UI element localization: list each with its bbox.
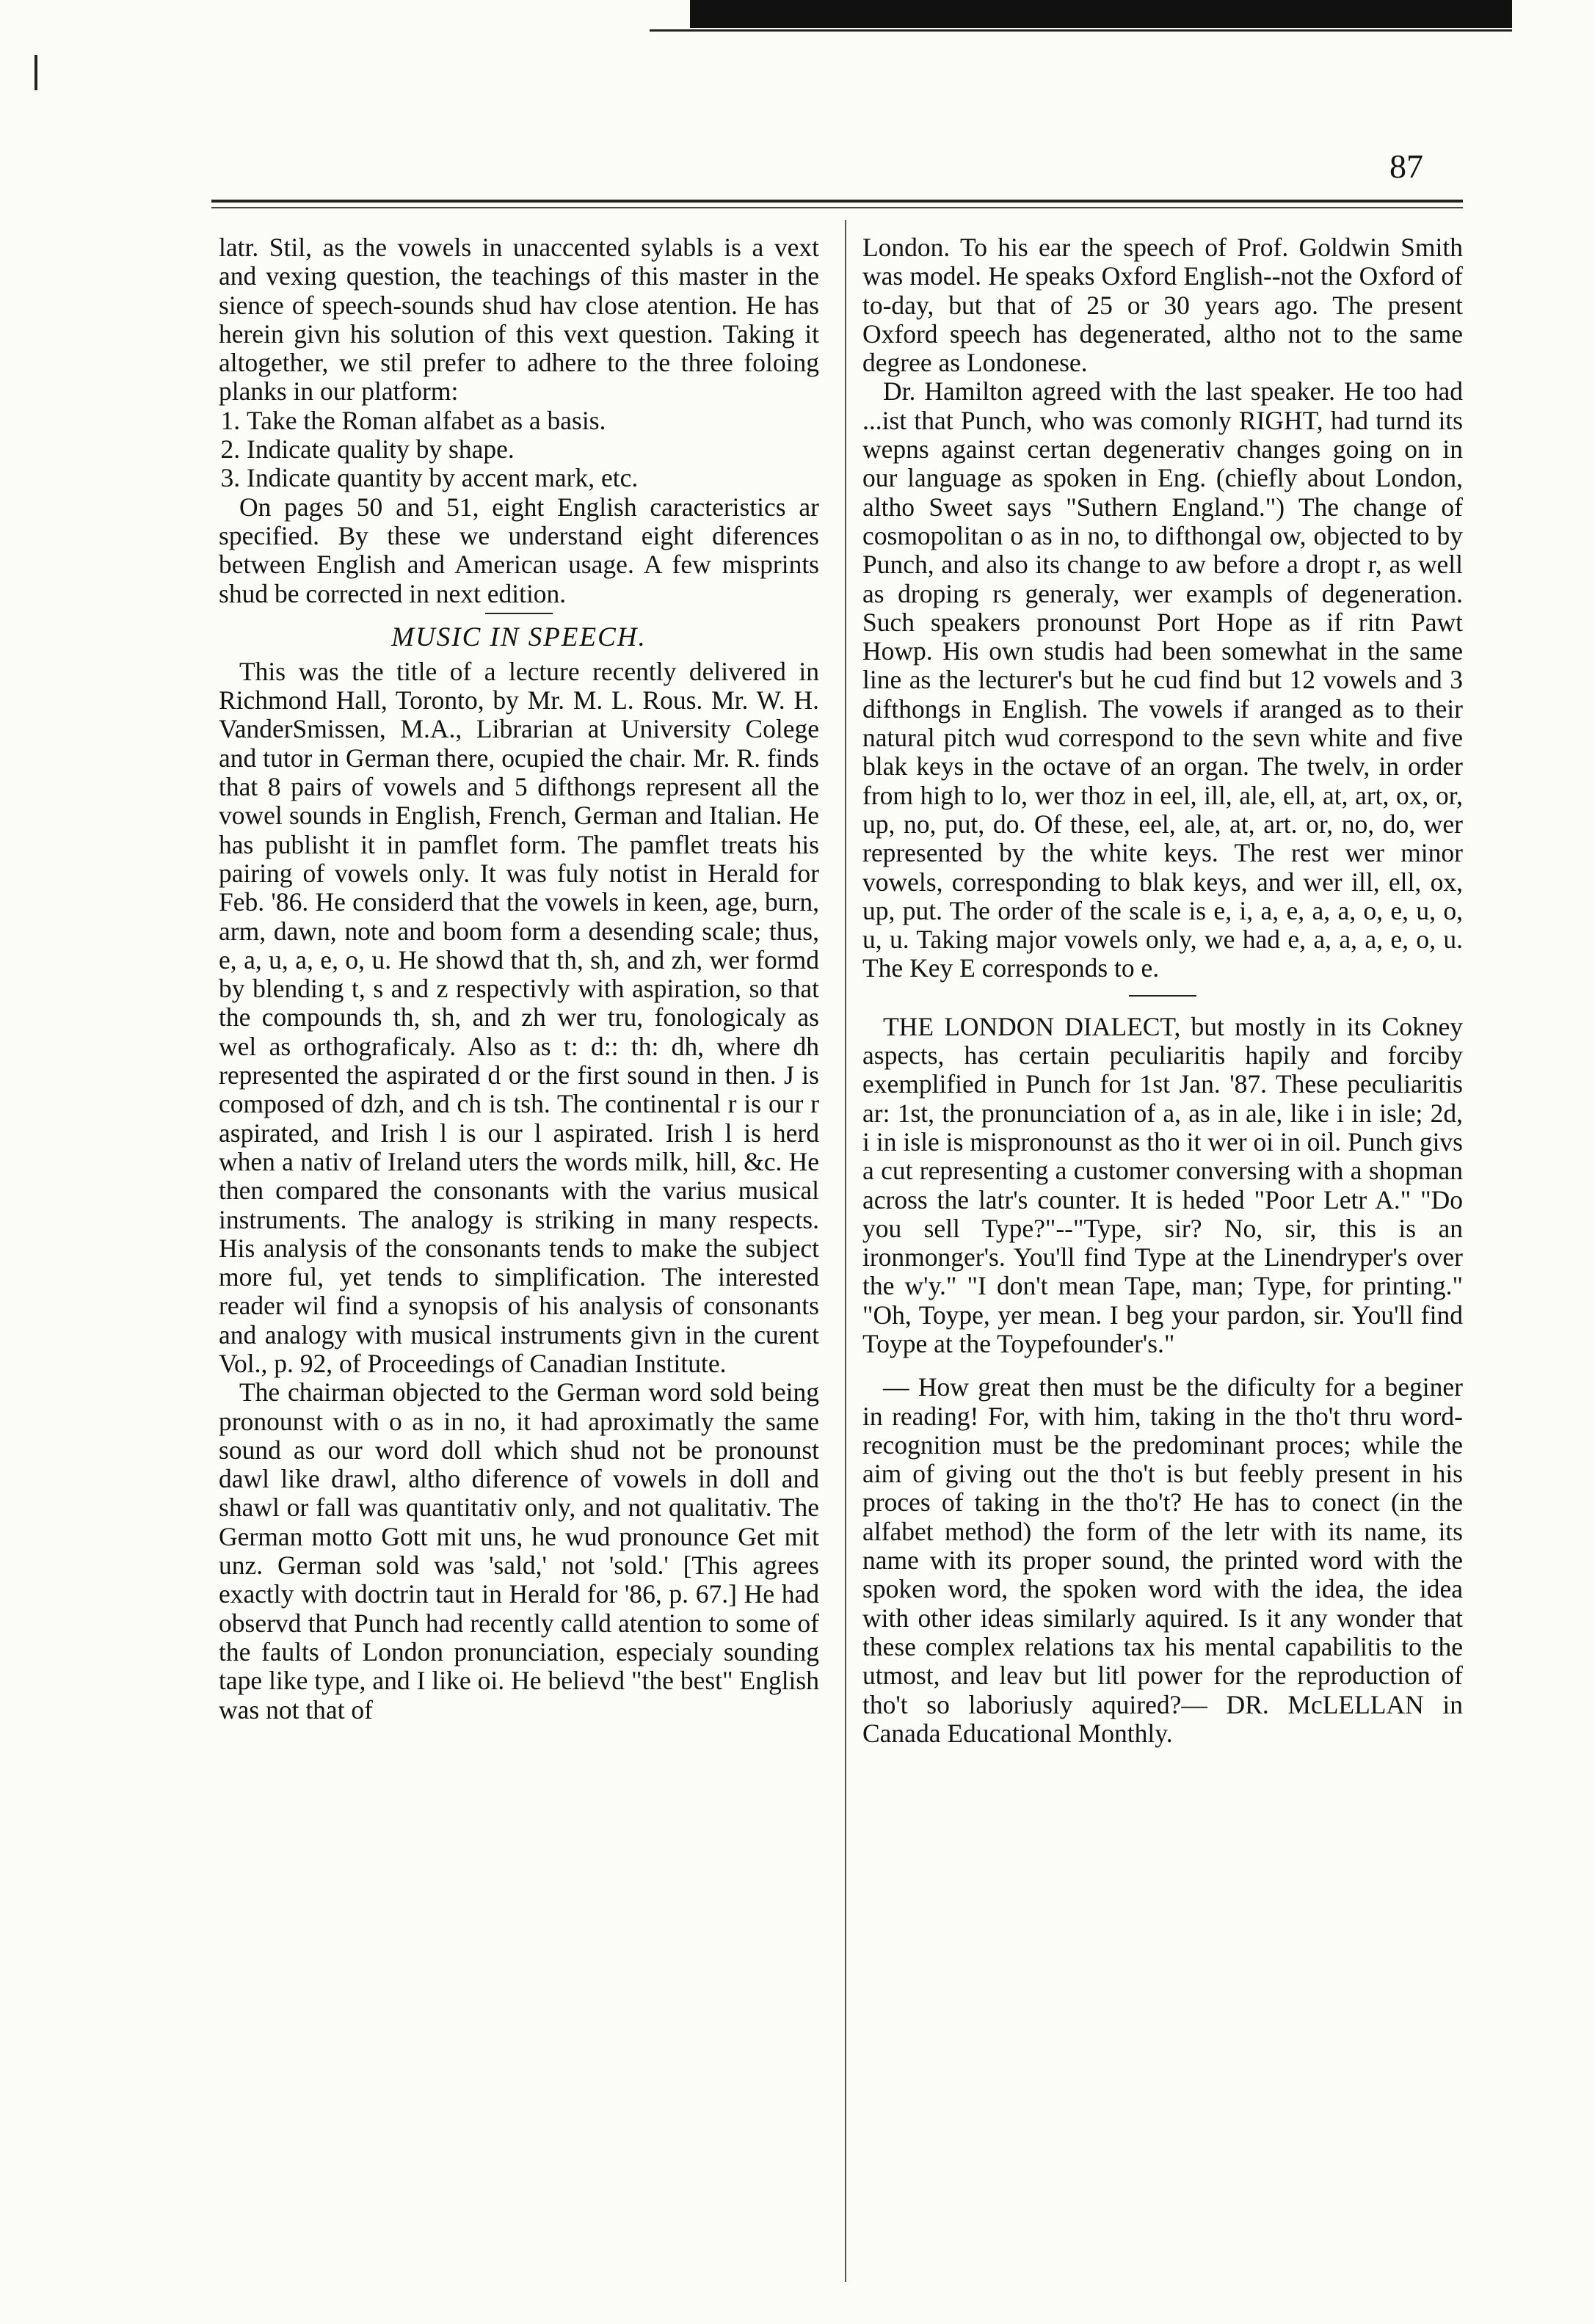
section-title: MUSIC IN SPEECH. [391, 622, 647, 652]
paragraph: On pages 50 and 51, eight English caracteristics ar specified. By these we understand eight diferences between English and American usage. A few misprints shud be corrected in next edition. [219, 492, 819, 608]
right-column [862, 233, 1463, 1748]
left-column [219, 233, 819, 1724]
spacer [862, 1358, 1463, 1373]
top-scan-bar [690, 0, 1512, 28]
section-rule [485, 613, 553, 614]
paragraph: — How great then must be the dificulty for a beginer in reading! For, with him, taking in the tho't thru word-recognition must be the predominant proces; while the aim of giving out the tho't is but feebly present in his proces of taking in the tho't? He has to conect (in the alfabet method) the form of the letr with its name, its name with its proper sound, the printed word with the spoken word, the spoken word with the idea, the idea with other ideas similarly aquired. Is it any wonder that these complex relations tax his mental capabilitis to the utmost, and leav but litl power for the reproduction of tho't so laboriusly aquired?— DR. McLELLAN in Canada Educational Monthly. [862, 1372, 1463, 1748]
paragraph: THE LONDON DIALECT, but mostly in its Cokney aspects, has certain peculiaritis hapily and forciby exemplified in Punch for 1st Jan. '87. These peculiaritis ar: 1st, the pronunciation of a, as in ale, like i in isle; 2d, i in isle is mispronounst as tho it wer oi in oil. Punch givs a cut representing a customer conversing with a shopman across the latr's counter. It is heded "Poor Letr A." "Do you sell Type?"--"Type, sir? No, sir, this is an ironmonger's. You'll find Type at the Linendryper's over the w'y." "I don't mean Tape, man; Type, for printing." "Oh, Toype, yer mean. I beg your pardon, sir. You'll find Toype at the Toypefounder's." [862, 1011, 1463, 1358]
header-rule-thin [211, 207, 1463, 208]
paragraph: latr. Stil, as the vowels in unaccented sylabls is a vext and vexing question, the teachings of this master in the sience of speech-sounds shud hav close atention. He has herein givn his solution of this vext question. Taking it altogether, we stil prefer to adhere to the three foloing planks in our platform: [219, 233, 819, 407]
section-rule [1129, 995, 1196, 997]
list-item: 1. Take the Roman alfabet as a basis. [247, 407, 819, 435]
paragraph: This was the title of a lecture recently delivered in Richmond Hall, Toronto, by Mr. M. L. Rous. Mr. W. H. VanderSmissen, M.A., Librarian at University Colege and tutor in German there, ocupied the chair. Mr. R. finds that 8 pairs of vowels and 5 difthongs represent all the vowel sounds in English, French, German and Italian. He has publisht it in pamflet form. The pamflet treats his pairing of vowels only. It was fuly notist in Herald for Feb. '86. He considerd that the vowels in keen, age, burn, arm, dawn, note and boom form a desending scale; thus, e, a, u, a, e, o, u. He showd that th, sh, and zh, wer formd by blending t, s and z respectivly with aspiration, so that the compounds th, sh, and zh wer tru, fonologicaly as wel as orthograficaly. Also as t: d:: th: dh, where dh represented the aspirated d or the first sound in then. J is composed of dzh, and ch is tsh. The continental r is our r aspirated, and Irish l is our l aspirated. Irish l is herd when a nativ of Ireland uters the words milk, hill, &c. He then compared the consonants with the varius musical instruments. The analogy is striking in many respects. His analysis of the consonants tends to make the subject more ful, yet tends to simplification. The interested reader wil find a synopsis of his analysis of consonants and analogy with musical instruments givn in the curent Vol., p. 92, of Proceedings of Canadian Institute. [219, 656, 819, 1378]
paragraph: London. To his ear the speech of Prof. Goldwin Smith was model. He speaks Oxford English--not the Oxford of to-day, but that of 25 or 30 years ago. The present Oxford speech has degenerated, altho not to the same degree as Londonese. [862, 233, 1463, 378]
top-scan-line [650, 29, 1512, 32]
platform-list [219, 407, 819, 493]
column-divider [845, 220, 846, 2282]
header-rule [211, 200, 1463, 203]
list-item: 2. Indicate quality by shape. [247, 435, 819, 464]
page-number: 87 [1389, 147, 1423, 185]
margin-mark [34, 55, 37, 90]
list-item: 3. Indicate quantity by accent mark, etc. [247, 464, 819, 492]
paragraph: The chairman objected to the German word sold being pronounst with o as in no, it had aproximatly the same sound as our word doll which shud not be pronounst dawl like drawl, altho diference of vowels in doll and shawl or fall was quantitativ only, and not qualitativ. The German motto Gott mit uns, he wud pronounce Get mit unz. German sold was 'sald,' not 'sold.' [This agrees exactly with doctrin taut in Herald for '86, p. 67.] He had observd that Punch had recently calld atention to some of the faults of London pronunciation, especialy sounding tape like type, and I like oi. He believd "the best" English was not that of [219, 1377, 819, 1724]
paragraph: Dr. Hamilton agreed with the last speaker. He too had ...ist that Punch, who was comonly RIGHT, had turnd its wepns against certan degenerativ changes going on in our language as spoken in Eng. (chiefly about London, altho Sweet says "Suthern England.") The change of cosmopolitan o as in no, to difthongal ow, objected to by Punch, and also its change to aw before a dropt r, as well as droping rs generaly, wer exampls of degeneration. Such speakers pronounst Port Hope as if ritn Pawt Howp. His own studis had been somewhat in the same line as the lecturer's but he cud find but 12 vowels and 3 difthongs in English. The vowels if aranged as to their natural pitch wud correspond to the sevn white and five blak keys in the octave of an organ. The twelv, in order from high to lo, wer thoz in eel, ill, ale, ell, at, art, ox, or, up, no, put, do. Of these, eel, ale, at, art. or, no, do, wer represented by the white keys. The rest wer minor vowels, corresponding to blak keys, and wer ill, ell, ox, up, put. The order of the scale is e, i, a, e, a, a, o, e, u, o, u, u. Taking major vowels only, we had e, a, a, a, e, o, u. The Key E corresponds to e. [862, 376, 1463, 983]
